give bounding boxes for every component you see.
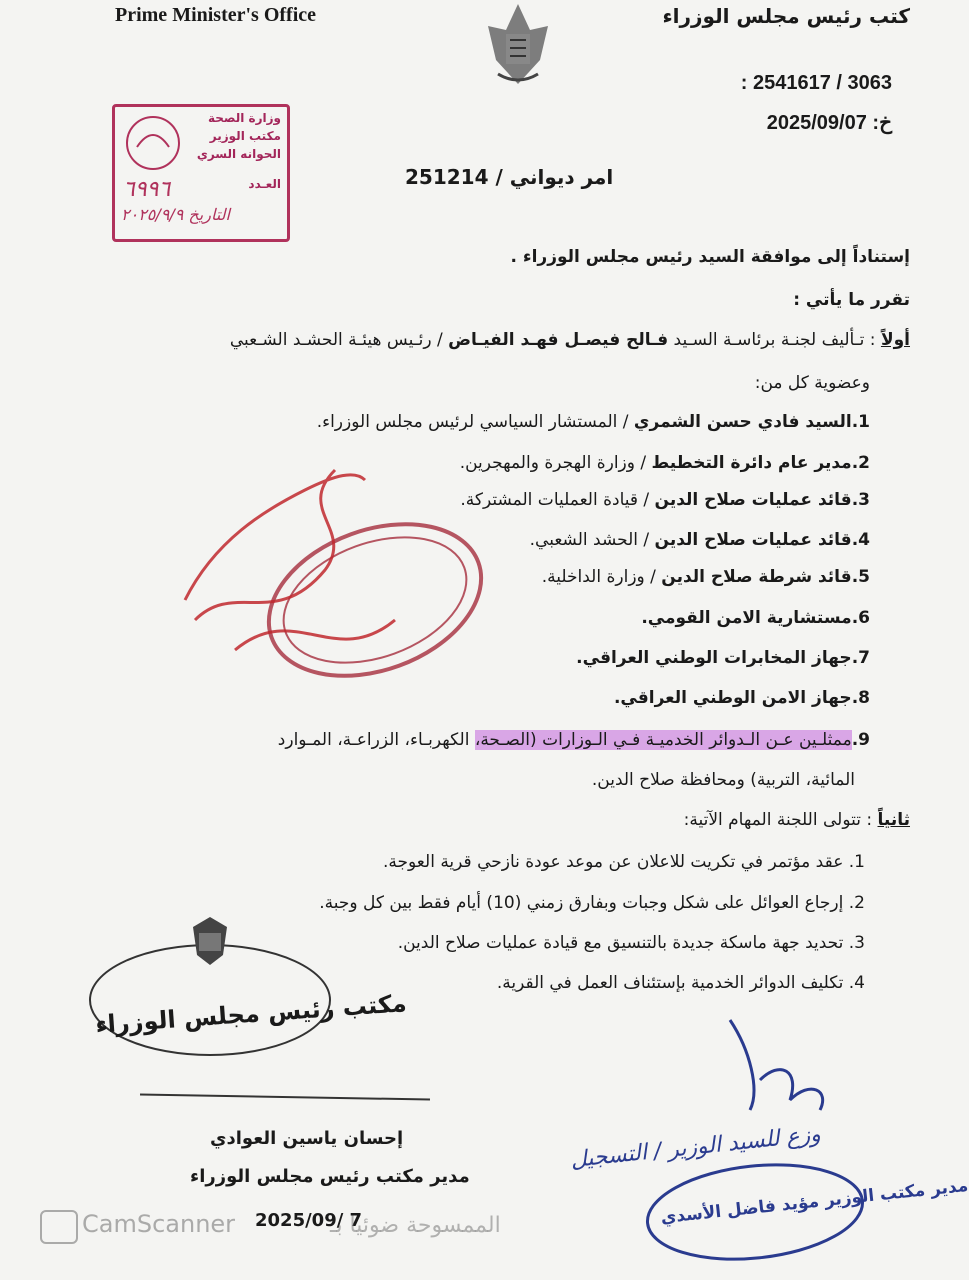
highlighted-text: ممثلـين عـن الـدوائر الخدميـة فـي الـوزارات (الصـحة،: [474, 730, 852, 750]
committee-stamp-signature: [175, 450, 495, 690]
task-item: 4. تكليف الدوائر الخدمية بإستئناف العمل في القرية.: [496, 973, 865, 993]
member-item: [542, 567, 870, 587]
order-number: امر ديواني / 251214: [405, 165, 614, 189]
ministry-receipt-stamp: [112, 104, 290, 242]
member-rest: / وزارة الداخلية.: [541, 567, 656, 587]
watermark-ar: الممسوحة ضوئيا بـ: [330, 1213, 501, 1238]
stamp-line: وزارة الصحة: [207, 111, 281, 125]
member-item: [641, 608, 870, 628]
member-item: [460, 490, 870, 510]
member-title: قائد عمليات صلاح الدين: [654, 490, 852, 510]
stamp-date: التاريخ ٢٠٢٥/٩/٩: [121, 205, 230, 224]
member-title: مستشارية الامن القومي.: [641, 608, 852, 628]
member-item: [576, 648, 870, 668]
stamp-line: مكتب الوزير: [209, 129, 281, 143]
member-title: جهاز الامن الوطني العراقي.: [613, 688, 852, 708]
member-num: 6.: [851, 608, 870, 628]
member-rest: الكهربـاء، الزراعـة، المـوارد: [277, 730, 470, 750]
iraq-emblem-icon: [478, 0, 558, 88]
task-item: 3. تحديد جهة ماسكة جديدة بالتنسيق مع قيادة عمليات صلاح الدين.: [397, 933, 865, 953]
member-num: 7.: [851, 648, 870, 668]
member-num: 5.: [851, 567, 870, 587]
camscanner-logo-icon: [40, 1210, 78, 1244]
member-item: [460, 453, 870, 473]
member-num: 1.: [851, 412, 870, 432]
intro-text: إستناداً إلى موافقة السيد رئيس مجلس الوزراء .: [510, 247, 910, 267]
member-item: [317, 412, 870, 432]
signer-date: 2025/09/ 7: [255, 1210, 363, 1231]
second-label: ثانياً: [877, 810, 910, 830]
signer-name: إحسان ياسين العوادي: [210, 1128, 404, 1149]
watermark-app: CamScanner: [82, 1210, 236, 1238]
member-title: السيد فادي حسن الشمري: [633, 412, 852, 432]
minister-office-stamp-text: مدير مكتب الوزير مؤيد فاضل الأسدي: [659, 1175, 969, 1229]
stamp-line: العـدد: [248, 177, 281, 191]
member-item-9: [278, 730, 870, 750]
member-rest: / وزارة الهجرة والمهجرين.: [459, 453, 647, 473]
decision-text: تقرر ما يأتي :: [793, 290, 910, 310]
blue-signature: [720, 1010, 840, 1120]
pm-office-seal: [85, 915, 335, 1060]
member-title: جهاز المخابرات الوطني العراقي.: [576, 648, 852, 668]
member-rest: / الحشد الشعبي.: [529, 530, 650, 550]
member-title: مدير عام دائرة التخطيط: [651, 453, 852, 473]
member-rest: / قيادة العمليات المشتركة.: [460, 490, 650, 510]
member-num: 3.: [851, 490, 870, 510]
seal-text: مكتب رئيس مجلس الوزراء: [94, 989, 408, 1039]
task-item: 2. إرجاع العوائل على شكل وجبات وبفارق زمني (10) أيام فقط بين كل وجبة.: [319, 893, 865, 913]
document-date: خ: 2025/09/07: [766, 112, 892, 134]
item-first: [230, 330, 910, 350]
member-title: قائد شرطة صلاح الدين: [661, 567, 852, 587]
member-num: 2.: [851, 453, 870, 473]
first-text-a: : تـأليف لجنـة برئاسـة السـيد: [673, 330, 876, 350]
item-second: [684, 810, 910, 830]
reference-number: : 2541617 / 3063: [740, 72, 892, 94]
signer-title: مدير مكتب رئيس مجلس الوزراء: [190, 1166, 470, 1187]
member-num: 9.: [851, 730, 870, 750]
task-item: 1. عقد مؤتمر في تكريت للاعلان عن موعد عودة نازحي قرية العوجة.: [383, 852, 865, 872]
stamp-number: ٦٩٩٦: [123, 177, 171, 202]
member-title: قائد عمليات صلاح الدين: [654, 530, 852, 550]
member-item-9-cont: المائية، التربية) ومحافظة صلاح الدين.: [591, 770, 855, 790]
stamp-logo-icon: [123, 113, 183, 173]
first-label: أولاً: [880, 330, 910, 350]
membership-text: وعضوية كل من:: [754, 373, 870, 393]
member-item: [614, 688, 870, 708]
second-text: : تتولى اللجنة المهام الآتية:: [683, 810, 873, 830]
member-num: 4.: [851, 530, 870, 550]
member-num: 8.: [851, 688, 870, 708]
office-title-en: Prime Minister's Office: [115, 4, 317, 26]
first-text-b: / رئـيس هيئـة الحشـد الشـعبي: [229, 330, 443, 350]
stamp-line: الحوانه السري: [196, 147, 281, 161]
office-title-ar: كتب رئيس مجلس الوزراء: [662, 4, 910, 28]
committee-chair: فـالح فيصـل فهـد الفيـاض: [448, 330, 669, 350]
signature-line: [140, 1093, 430, 1100]
forward-note: وزع للسيد الوزير / التسجيل: [569, 1121, 822, 1174]
member-rest: / المستشار السياسي لرئيس مجلس الوزراء.: [316, 412, 629, 432]
member-item: [530, 530, 870, 550]
